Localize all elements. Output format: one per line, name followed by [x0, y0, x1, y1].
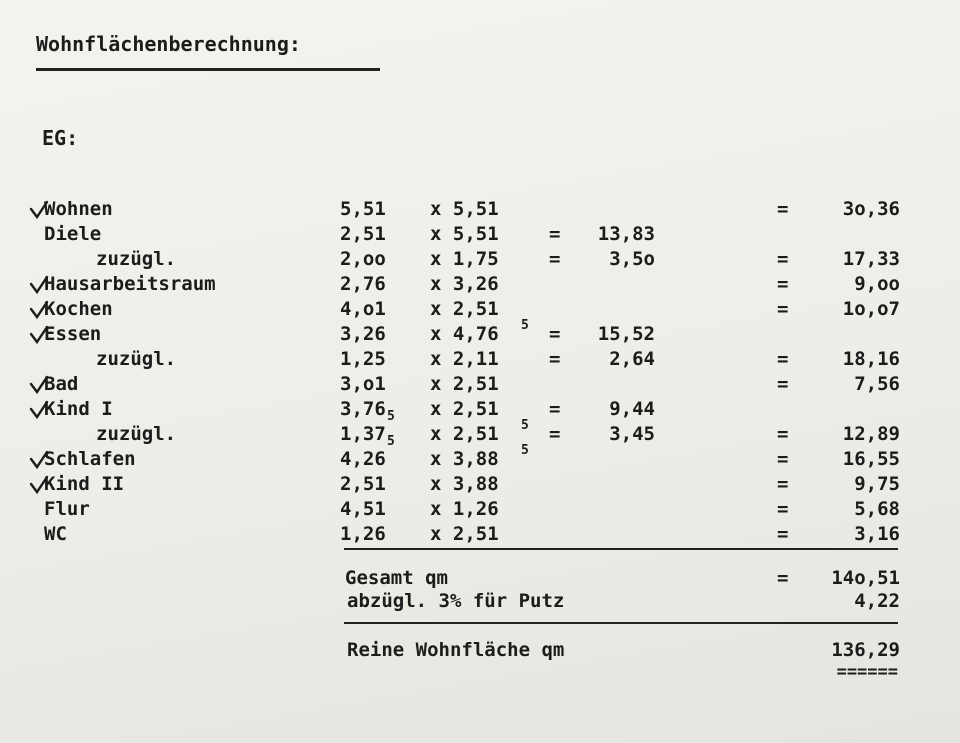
room-row: [0, 475, 960, 500]
result-equals: =: [777, 523, 789, 545]
room-label: Kind II: [44, 473, 125, 495]
room-row: [0, 418, 960, 450]
room-label: Wohnen: [44, 198, 113, 220]
dimension-a-subscript: 5: [387, 434, 395, 449]
net-area-value: 136,29: [831, 639, 900, 661]
room-row: [0, 350, 960, 375]
intermediate-value: 3,5o: [609, 248, 655, 270]
dimension-b: x 1,26: [430, 498, 499, 520]
dimension-a: 2,51: [340, 473, 386, 495]
dimension-a-subscript: 5: [387, 409, 395, 424]
dimension-b: x 2,11: [430, 348, 499, 370]
net-area-label: Reine Wohnfläche qm: [347, 639, 565, 661]
dimension-b: x 4,76: [430, 323, 499, 345]
result-value: 1o,o7: [842, 298, 900, 320]
room-row: [0, 525, 960, 550]
intermediate-value: 3,45: [609, 423, 655, 445]
intermediate-equals: =: [549, 323, 561, 345]
dimension-a: 3,26: [340, 323, 386, 345]
result-value: 9,75: [854, 473, 900, 495]
room-label: Flur: [44, 498, 90, 520]
result-value: 9,oo: [854, 273, 900, 295]
dimension-a: 1,25: [340, 348, 386, 370]
dimension-b: x 3,26: [430, 273, 499, 295]
deduction-row: [0, 592, 960, 616]
room-row: [0, 300, 960, 325]
result-equals: =: [777, 273, 789, 295]
dimension-a: 3,76: [340, 398, 386, 420]
room-label: zuzügl.: [96, 348, 177, 370]
result-equals: =: [777, 198, 789, 220]
result-equals: =: [777, 448, 789, 470]
dimension-b: x 5,51: [430, 198, 499, 220]
room-row: [0, 443, 960, 475]
total-equals: =: [777, 567, 789, 589]
dimension-b: x 5,51: [430, 223, 499, 245]
dimension-a: 5,51: [340, 198, 386, 220]
intermediate-value: 13,83: [597, 223, 655, 245]
dimension-b: x 2,51: [430, 523, 499, 545]
room-label: Kind I: [44, 398, 113, 420]
dimension-a: 2,oo: [340, 248, 386, 270]
room-label: zuzügl.: [96, 423, 177, 445]
dimension-b-subscript: 5: [521, 443, 529, 458]
room-row: [0, 225, 960, 250]
room-row: [0, 375, 960, 400]
room-row: [0, 400, 960, 425]
dimension-b: x 2,51: [430, 373, 499, 395]
result-value: 12,89: [842, 423, 900, 445]
intermediate-equals: =: [549, 423, 561, 445]
dimension-b: x 2,51: [430, 423, 499, 445]
result-equals: =: [777, 348, 789, 370]
result-value: 7,56: [854, 373, 900, 395]
room-label: Essen: [44, 323, 102, 345]
total-value: 14o,51: [831, 567, 900, 589]
dimension-a: 1,26: [340, 523, 386, 545]
dimension-a: 4,26: [340, 448, 386, 470]
title-underline: [36, 68, 380, 71]
dimension-a: 2,76: [340, 273, 386, 295]
room-label: Diele: [44, 223, 102, 245]
dimension-b: x 2,51: [430, 298, 499, 320]
net-area-row: [0, 641, 960, 665]
subtotal-rule: [344, 548, 898, 550]
intermediate-equals: =: [549, 398, 561, 420]
intermediate-equals: =: [549, 248, 561, 270]
result-equals: =: [777, 498, 789, 520]
intermediate-value: 9,44: [609, 398, 655, 420]
result-value: 18,16: [842, 348, 900, 370]
room-label: Schlafen: [44, 448, 136, 470]
result-value: 3,16: [854, 523, 900, 545]
total-label: Gesamt qm: [345, 567, 448, 589]
double-underline: ======: [836, 662, 898, 682]
room-row: [0, 275, 960, 300]
floor-heading: EG:: [42, 126, 79, 150]
result-value: 3o,36: [842, 198, 900, 220]
intermediate-value: 15,52: [597, 323, 655, 345]
dimension-a: 4,o1: [340, 298, 386, 320]
final-rule: [344, 622, 898, 624]
document-title: Wohnflächenberechnung:: [36, 32, 301, 56]
dimension-a: 1,37: [340, 423, 386, 445]
dimension-b: x 1,75: [430, 248, 499, 270]
result-value: 16,55: [842, 448, 900, 470]
room-label: WC: [44, 523, 67, 545]
intermediate-value: 2,64: [609, 348, 655, 370]
dimension-a: 3,o1: [340, 373, 386, 395]
result-equals: =: [777, 373, 789, 395]
dimension-b: x 3,88: [430, 448, 499, 470]
result-equals: =: [777, 473, 789, 495]
result-equals: =: [777, 423, 789, 445]
room-label: Hausarbeitsraum: [44, 273, 216, 295]
result-equals: =: [777, 298, 789, 320]
room-row: [0, 318, 960, 350]
dimension-b: x 2,51: [430, 398, 499, 420]
room-label: Bad: [44, 373, 79, 395]
result-value: 17,33: [842, 248, 900, 270]
dimension-b-subscript: 5: [521, 318, 529, 333]
result-equals: =: [777, 248, 789, 270]
dimension-b: x 3,88: [430, 473, 499, 495]
dimension-a: 4,51: [340, 498, 386, 520]
result-value: 5,68: [854, 498, 900, 520]
intermediate-equals: =: [549, 348, 561, 370]
deduction-value: 4,22: [854, 590, 900, 612]
room-row: [0, 500, 960, 525]
deduction-label: abzügl. 3% für Putz: [347, 590, 565, 612]
room-label: Kochen: [44, 298, 113, 320]
dimension-a: 2,51: [340, 223, 386, 245]
room-row: [0, 200, 960, 225]
intermediate-equals: =: [549, 223, 561, 245]
dimension-b-subscript: 5: [521, 418, 529, 433]
room-label: zuzügl.: [96, 248, 177, 270]
room-row: [0, 250, 960, 275]
